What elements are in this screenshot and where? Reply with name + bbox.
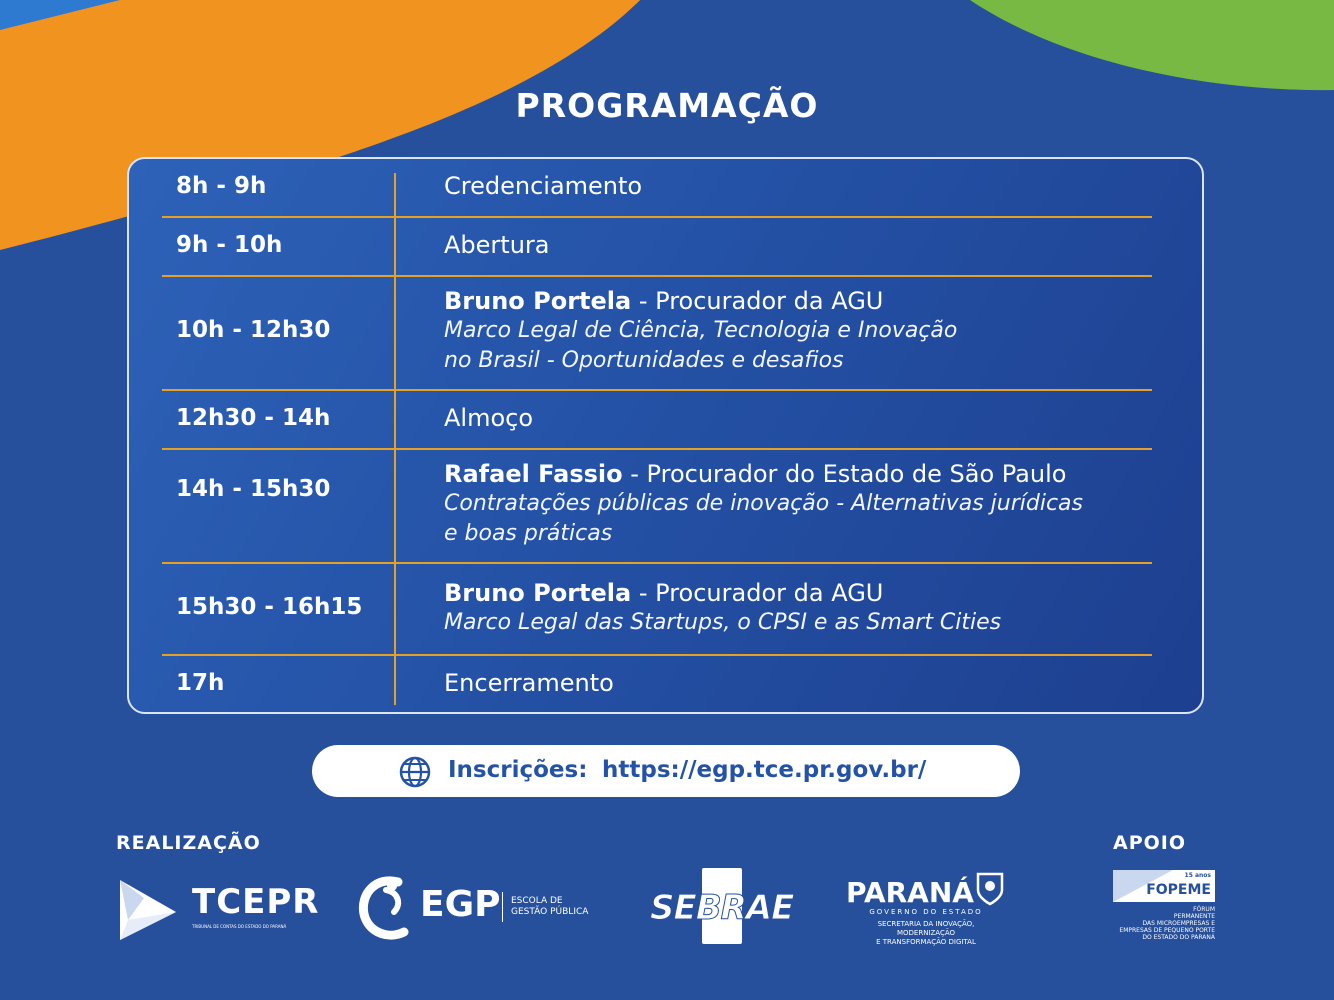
session-title: Almoço — [444, 404, 534, 432]
registration-url[interactable]: https://egp.tce.pr.gov.br/ — [602, 757, 927, 783]
tcepr-logo-mark — [114, 876, 180, 942]
speaker-role: - Procurador do Estado de São Paulo — [622, 460, 1067, 488]
registration-label: Inscrições: — [448, 757, 588, 783]
parana-secretaria — [846, 920, 1006, 947]
schedule-row — [162, 391, 1152, 450]
session-topic: Marco Legal das Startups, o CPSI e as Smart Cities — [444, 610, 1002, 635]
realizacao-label: REALIZAÇÃO — [116, 832, 261, 854]
time-label: 15h30 - 16h15 — [176, 594, 363, 620]
fopeme-line: EMPRESAS DE PEQUENO PORTE — [1119, 927, 1215, 934]
globe-icon — [398, 755, 432, 789]
schedule-row — [162, 450, 1152, 564]
registration-link[interactable] — [312, 745, 1020, 797]
session-details — [444, 459, 1083, 549]
schedule-row — [162, 277, 1152, 391]
session-details — [444, 286, 957, 376]
fopeme-banner — [1113, 870, 1215, 902]
coat-of-arms-icon — [974, 870, 1006, 906]
schedule-row — [162, 564, 1152, 656]
egp-subtitle — [511, 896, 588, 918]
sebrae-name: SEBRAE — [650, 888, 794, 928]
session-topic: no Brasil - Oportunidades e desafios — [444, 348, 844, 373]
fopeme-line: PERMANENTE — [1173, 913, 1215, 920]
speaker-role: - Procurador da AGU — [631, 579, 884, 607]
speaker-role: - Procurador da AGU — [631, 287, 884, 315]
session-title: Abertura — [444, 231, 550, 259]
page-title: PROGRAMAÇÃO — [515, 86, 819, 125]
speaker-name: Bruno Portela — [444, 287, 632, 315]
parana-line: SECRETARIA DA INOVAÇÃO, — [877, 920, 975, 928]
apoio-label: APOIO — [1113, 832, 1187, 854]
fopeme-years: 15 anos — [1184, 872, 1211, 879]
speaker-name: Rafael Fassio — [444, 460, 623, 488]
session-topic: e boas práticas — [444, 521, 613, 546]
schedule-row — [162, 159, 1152, 218]
speaker-name: Bruno Portela — [444, 579, 632, 607]
schedule-row — [162, 218, 1152, 277]
schedule-table — [127, 157, 1204, 714]
egp-subtitle-line: GESTÃO PÚBLICA — [511, 907, 589, 917]
parana-line: E TRANSFORMAÇÃO DIGITAL — [876, 938, 976, 946]
time-label: 9h - 10h — [176, 232, 283, 258]
session-title: Encerramento — [444, 669, 614, 697]
time-label: 8h - 9h — [176, 173, 267, 199]
parana-line: MODERNIZAÇÃO — [896, 929, 956, 937]
session-topic: Marco Legal de Ciência, Tecnologia e Inovação — [444, 318, 958, 343]
time-label: 12h30 - 14h — [176, 405, 331, 431]
parana-subtitle: GOVERNO DO ESTADO — [869, 908, 983, 916]
session-topic: Contratações públicas de inovação - Alternativas jurídicas — [444, 491, 1083, 516]
egp-subtitle-line: ESCOLA DE — [511, 896, 563, 906]
egp-divider — [502, 892, 503, 922]
tcepr-subtitle: TRIBUNAL DE CONTAS DO ESTADO DO PARANÁ — [192, 924, 287, 929]
time-label: 10h - 12h30 — [176, 317, 331, 343]
egp-logo-mark — [358, 874, 414, 942]
fopeme-line: FÓRUM — [1193, 906, 1215, 913]
session-title: Credenciamento — [444, 172, 643, 200]
parana-name: PARANÁ — [846, 876, 974, 909]
fopeme-name: FOPEME — [1146, 882, 1211, 898]
egp-name: EGP — [420, 884, 501, 925]
time-label: 14h - 15h30 — [176, 476, 331, 502]
fopeme-line: DO ESTADO DO PARANÁ — [1142, 934, 1215, 941]
fopeme-line: DAS MICROEMPRESAS E — [1142, 920, 1215, 927]
fopeme-description — [1113, 906, 1215, 941]
tcepr-name: TCEPR — [192, 882, 320, 922]
schedule-row — [162, 656, 1152, 712]
session-details — [444, 578, 1001, 638]
time-label: 17h — [176, 670, 225, 696]
